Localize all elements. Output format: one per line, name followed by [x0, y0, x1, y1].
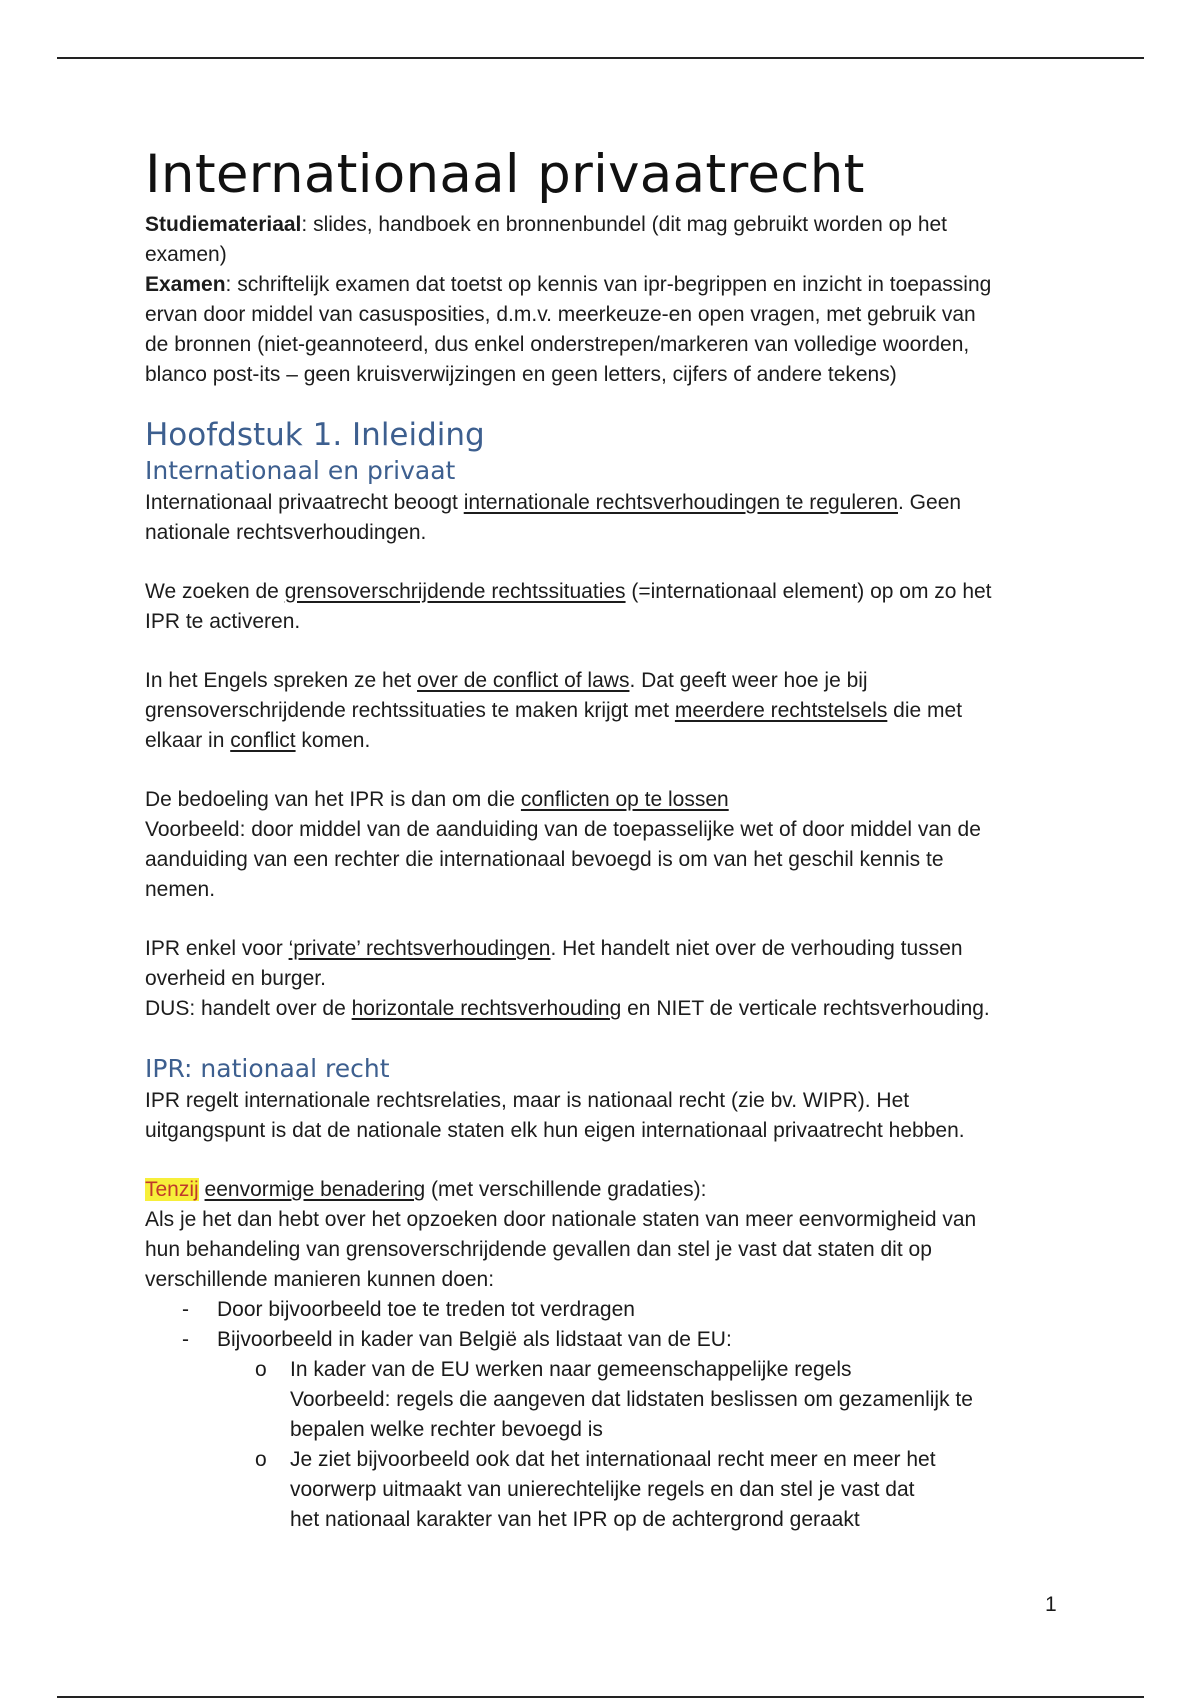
document-body — [145, 140, 1065, 1535]
list-item: - Door bijvoorbeeld toe te treden tot verdragen — [182, 1298, 635, 1321]
examen-label: Examen — [145, 273, 226, 296]
footer-rule — [57, 1696, 1144, 1698]
bullet-list — [145, 1295, 1065, 1355]
paragraph-3: In het Engels spreken ze het over de conflict of laws. Dat geeft weer hoe je bij grensoverschrijdende rechtssituaties te maken krijgt met meerdere rechtstelsels die met elkaar in conflict komen. — [145, 669, 963, 752]
paragraph-2: We zoeken de grensoverschrijdende rechtssituaties (=internationaal element) op om zo het IPR te activeren. — [145, 580, 992, 633]
list-item: o Je ziet bijvoorbeeld ook dat het internationaal recht meer en meer het voorwerp uitmaakt van unierechtelijke regels en dan stel je vast dat het nationaal karakter van het IPR op de achtergrond geraakt — [255, 1448, 936, 1531]
page-number: 1 — [1045, 1593, 1057, 1616]
studiemateriaal-paragraph: Studiemateriaal: slides, handboek en bronnenbundel (dit mag gebruikt worden op het examen) — [145, 213, 948, 266]
paragraph-4: De bedoeling van het IPR is dan om die conflicten op te lossen Voorbeeld: door middel van de aanduiding van de toepasselijke wet of door middel van de aanduiding van een rechter die internationaal bevoegd is om van het geschil kennis te nemen. — [145, 788, 981, 901]
section-heading-internationaal-en-privaat: Internationaal en privaat — [145, 456, 456, 485]
document-title: Internationaal privaatrecht — [145, 144, 865, 205]
section-heading-ipr-nationaal-recht: IPR: nationaal recht — [145, 1054, 390, 1083]
paragraph-6: IPR regelt internationale rechtsrelaties, maar is nationaal recht (zie bv. WIPR). Het uitgangspunt is dat de nationale staten elk hun eigen internationaal privaatrecht hebben. — [145, 1089, 965, 1142]
chapter-heading: Hoofdstuk 1. Inleiding — [145, 417, 485, 453]
paragraph-1: Internationaal privaatrecht beoogt internationale rechtsverhoudingen te reguleren. Geen nationale rechtsverhoudingen. — [145, 491, 962, 544]
paragraph-7: Tenzij eenvormige benadering (met verschillende gradaties): Als je het dan hebt over het opzoeken door nationale staten van meer eenvormigheid van hun behandeling van grensoverschrijdende gevallen dan stel je vast dat staten dit op verschillende manieren kunnen doen: — [145, 1178, 977, 1291]
header-rule — [57, 57, 1144, 59]
list-item: - Bijvoorbeeld in kader van België als lidstaat van de EU: — [182, 1328, 732, 1351]
highlighted-word: Tenzij — [145, 1178, 199, 1201]
studiemateriaal-label: Studiemateriaal — [145, 213, 302, 236]
examen-paragraph: Examen: schriftelijk examen dat toetst op kennis van ipr-begrippen en inzicht in toepassing ervan door middel van casusposities, d.m.v. meerkeuze-en open vragen, met gebruik van de bronnen (niet-geannoteerd, dus enkel onderstrepen/markeren van volledige woorden, blanco post-its – geen kruisverwijzingen en geen letters, cijfers of andere tekens) — [145, 273, 992, 386]
sub-bullet-list — [145, 1355, 1065, 1535]
paragraph-5: IPR enkel voor ‘private’ rechtsverhoudingen. Het handelt niet over de verhouding tussen overheid en burger. DUS: handelt over de horizontale rechtsverhouding en NIET de verticale rechtsverhouding. — [145, 937, 990, 1020]
list-item: o In kader van de EU werken naar gemeenschappelijke regels Voorbeeld: regels die aangeven dat lidstaten beslissen om gezamenlijk te bepalen welke rechter bevoegd is — [255, 1358, 973, 1441]
